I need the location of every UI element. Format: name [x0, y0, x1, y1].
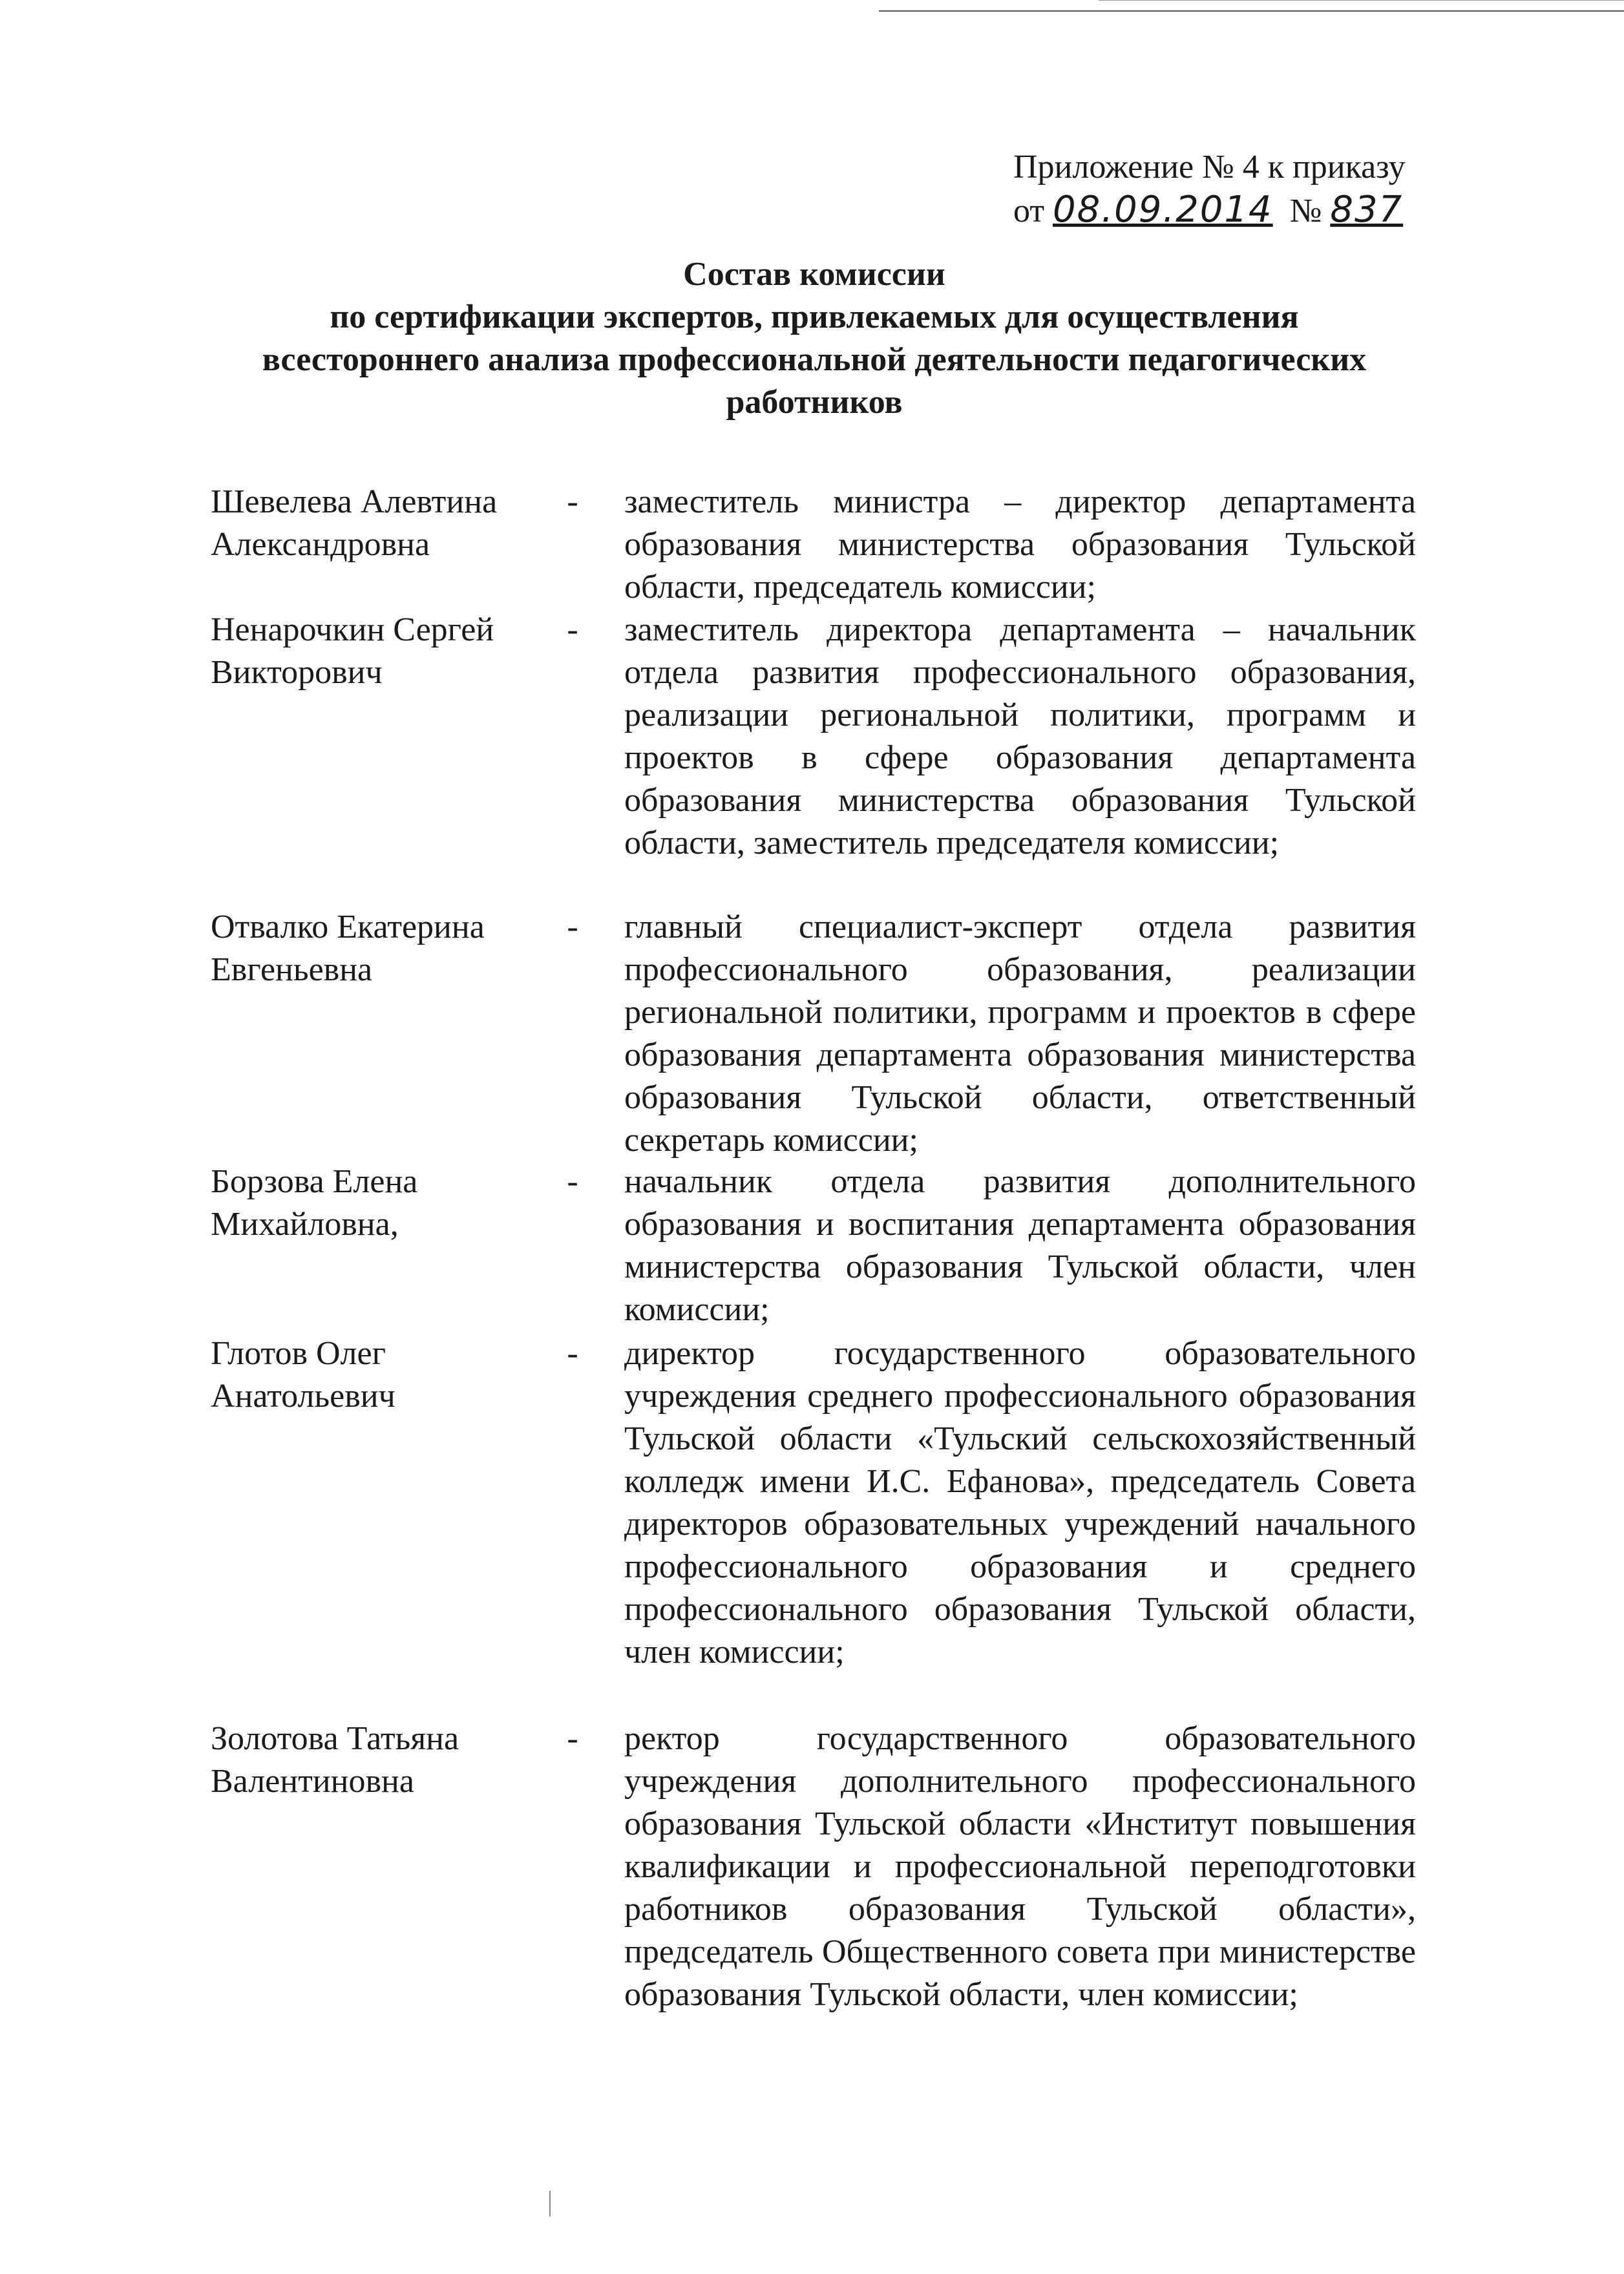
document-title [194, 253, 1435, 424]
member-name-line-1: Ненарочкин Сергей [211, 611, 494, 648]
member-name-line-1: Шевелева Алевтина [211, 483, 498, 520]
member-dash: - [567, 1163, 578, 1200]
member-name [211, 1332, 573, 1418]
appendix-line-2 [1013, 189, 1406, 233]
scan-edge-line [879, 10, 1624, 12]
member-name-line-1: Глотов Олег [211, 1335, 386, 1372]
member-name [211, 481, 573, 566]
scan-edge-line-top [1099, 0, 1624, 1]
appendix-date: 08.09.2014 [1053, 189, 1273, 231]
member-name [211, 1161, 573, 1246]
member-name-line-2: Евгеньевна [211, 951, 373, 988]
appendix-reference [1013, 146, 1406, 233]
appendix-from-label: от [1013, 193, 1045, 229]
member-dash: - [567, 1720, 578, 1757]
title-line-2: по сертификации экспертов, привлекаемых для осуществления [330, 299, 1299, 335]
member-name-line-1: Отвалко Екатерина [211, 909, 485, 945]
member-name-line-2: Викторович [211, 654, 383, 691]
member-name-line-1: Золотова Татьяна [211, 1720, 459, 1757]
appendix-number-label: № [1289, 193, 1322, 229]
member-dash: - [567, 611, 578, 648]
appendix-line-1: Приложение № 4 к приказу [1013, 149, 1406, 185]
title-line-3: всестороннего анализа профессиональной деятельности педагогических [262, 341, 1367, 378]
member-dash: - [567, 909, 578, 945]
scan-mark [549, 2191, 551, 2216]
member-description: директор государственного образовательного учреждения среднего профессионального образования Тульской области «Тульский сельскохозяйственный колледж имени И.С. Ефанова», председатель Совета директоров образовательных учреждений начального профессионального образования и среднего профессионального образования Тульской области, член комиссии; [624, 1335, 1416, 1670]
member-dash: - [567, 1335, 578, 1372]
member-description: начальник отдела развития дополнительного образования и воспитания департамента образования министерства образования Тульской области, член комиссии; [624, 1163, 1416, 1328]
title-line-1: Состав комиссии [683, 256, 945, 293]
member-name [211, 609, 573, 694]
member-name-line-2: Анатольевич [211, 1378, 395, 1415]
member-dash: - [567, 483, 578, 520]
member-name-line-1: Борзова Елена [211, 1163, 418, 1200]
member-name-line-2: Михайловна, [211, 1206, 399, 1243]
title-line-4: работников [726, 384, 903, 421]
member-description: главный специалист-эксперт отдела развития профессионального образования, реализации региональной политики, программ и проектов в сфере образования департамента образования министерства образования Тульской области, ответственный секретарь комиссии; [624, 909, 1416, 1159]
member-description: ректор государственного образовательного учреждения дополнительного профессионального образования Тульской области «Институт повышения квалификации и профессиональной переподготовки работников образования Тульской области», председатель Общественного совета при министерстве образования Тульской области, член комиссии; [624, 1720, 1416, 2013]
member-name-line-2: Валентиновна [211, 1763, 414, 1800]
member-name [211, 1718, 573, 1803]
member-name [211, 906, 573, 991]
member-name-line-2: Александровна [211, 526, 430, 563]
appendix-number: 837 [1330, 189, 1404, 231]
member-description: заместитель министра – директор департамента образования министерства образования Тульской области, председатель комиссии; [624, 483, 1416, 605]
member-description: заместитель директора департамента – начальник отдела развития профессионального образования, реализации региональной политики, программ и проектов в сфере образования департамента образования министерства образования Тульской области, заместитель председателя комиссии; [624, 611, 1416, 861]
